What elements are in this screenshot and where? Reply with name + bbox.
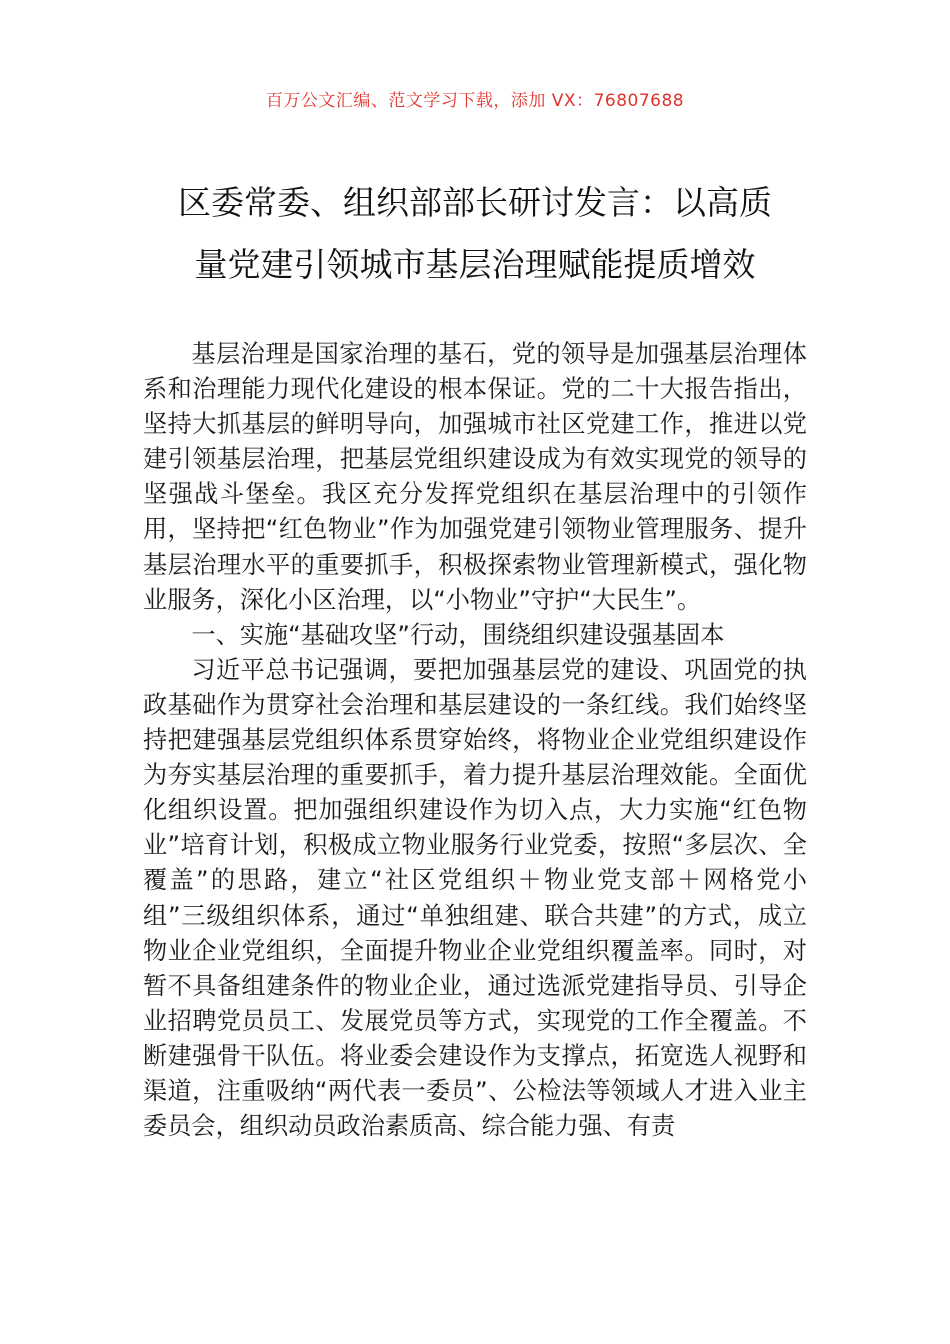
header-watermark-note: 百万公文汇编、范文学习下载，添加 VX：76807688	[265, 91, 685, 111]
title-line-2: 量党建引领城市基层治理赋能提质增效	[194, 245, 756, 284]
intro-paragraph: 基层治理是国家治理的基石，党的领导是加强基层治理体系和治理能力现代化建设的根本保证。党的二十大报告指出，坚持大抓基层的鲜明导向，加强城市社区党建工作，推进以党建引领基层治理，把基层党组织建设成为有效实现党的领导的坚强战斗堡垒。我区充分发挥党组织在基层治理中的引领作用，坚持把“红色物业”作为加强党建引领物业管理服务、提升基层治理水平的重要抓手，积极探索物业管理新模式，强化物业服务，深化小区治理，以“小物业”守护“大民生”。	[143, 340, 807, 614]
title-line-1: 区委常委、组织部部长研讨发言：以高质	[178, 183, 772, 222]
document-body	[143, 337, 807, 1144]
document-title	[130, 172, 820, 296]
section-heading-1: 一、实施“基础攻坚”行动，围绕组织建设强基固本	[191, 620, 725, 649]
body-paragraph: 习近平总书记强调，要把加强基层党的建设、巩固党的执政基础作为贯穿社会治理和基层建设的一条红线。我们始终坚持把建强基层党组织体系贯穿始终，将物业企业党组织建设作为夯实基层治理的重要抓手，着力提升基层治理效能。全面优化组织设置。把加强组织建设作为切入点，大力实施“红色物业”培育计划，积极成立物业服务行业党委，按照“多层次、全覆盖”的思路，建立“社区党组织＋物业党支部＋网格党小组”三级组织体系，通过“单独组建、联合共建”的方式，成立物业企业党组织，全面提升物业企业党组织覆盖率。同时，对暂不具备组建条件的物业企业，通过选派党建指导员、引导企业招聘党员员工、发展党员等方式，实现党的工作全覆盖。不断建强骨干队伍。将业委会建设作为支撑点，拓宽选人视野和渠道，注重吸纳“两代表一委员”、公检法等领域人才进入业主委员会，组织动员政治素质高、综合能力强、有责	[143, 655, 807, 1141]
